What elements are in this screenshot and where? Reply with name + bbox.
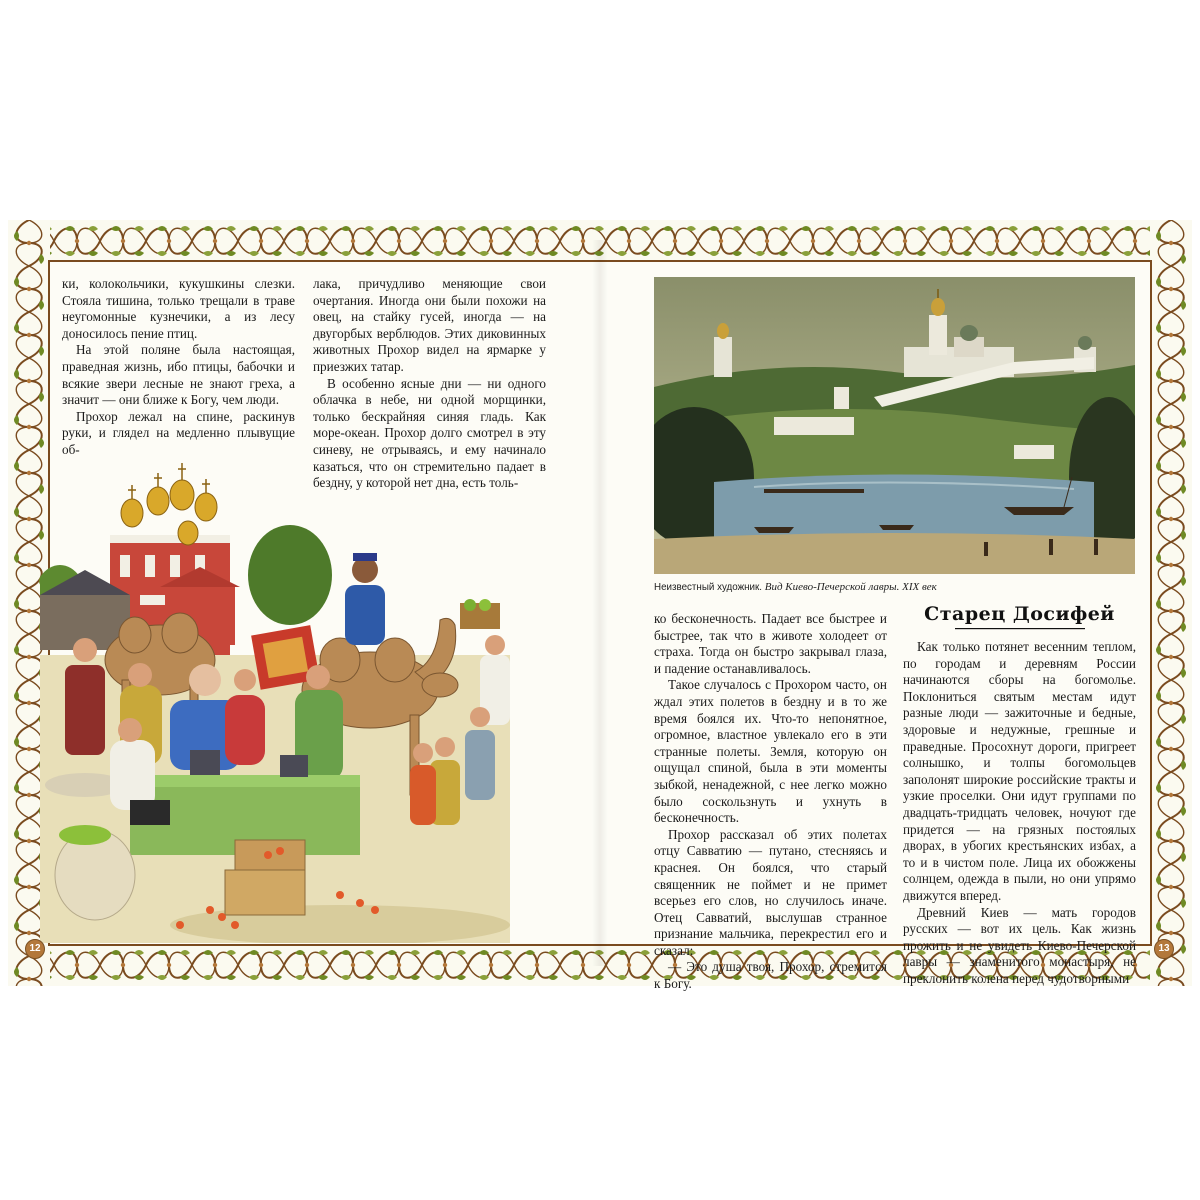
section-heading: Старец Досифей: [924, 603, 1115, 625]
caption-author: Неизвестный художник.: [654, 582, 765, 593]
kiev-lavra-painting: [654, 277, 1135, 574]
paragraph: ко бесконечность. Падает все быстрее и быстрее, так что в животе холодеет от страха. Тогда он быстро закрывал глаза, и падение останавливалось.: [654, 611, 887, 676]
paragraph: На этой поляне была настоящая, праведная жизнь, ибо птицы, бабочки и всякие звери лесные не знают греха, а значит — они ближе к Богу, чем люди.: [62, 342, 295, 408]
paragraph: Прохор лежал на спине, раскинув руки, и глядел на медленно плывущие об-: [62, 408, 295, 457]
right-page-column-2: [903, 639, 1136, 987]
caption-title: Вид Киево-Печерской лавры. XIX век: [764, 581, 937, 593]
paragraph: ки, колокольчики, кукушкины слезки. Стояла тишина, только трещали в траве неугомонные кузнечики, а из лесу доносилось пение птиц.: [62, 276, 295, 341]
paragraph: Как только потянет весенним теплом, по городам и деревням России начинаются сборы на богомолье. Поклониться святым местам идут разные люди — зажиточные и бедные, здоровые и недужные, грешные и праведные. Просохнут дороги, пригреет солнышко, и толпы богомольцев заполонят широкие российские тракты и узкие проселки. Они идут группами по двадцать-тридцать человек, ночуют где придется — на грязных постоялых дворах, в убогих крестьянских избах, а то и в чистом поле. Лица их обожжены солнцем, одежда в пыли, но они упрямо движутся вперед.: [903, 639, 1136, 903]
market-scene-illustration: [40, 455, 510, 943]
paragraph: Такое случалось с Прохором часто, он ждал этих полетов в бездну и в то же время боялся их. Что-то непонятное, огромное, властное увлекало его в эти странные полеты. Земля, которую он ощущал спиной, была в эти моменты зыбкой, ненадежной, с нее легко можно было соскользнуть и ухнуть в бесконечность.: [654, 677, 887, 826]
page-number-right: 13: [1154, 939, 1174, 959]
page-number-left: 12: [25, 939, 45, 959]
paragraph: Древний Киев — мать городов русских — вот их цель. Как жизнь прожить и не увидеть Киево-Печерской лавры — знаменитого монастыря, не преклонить колена перед чудотворными: [903, 904, 1136, 986]
paragraph: Прохор рассказал об этих полетах отцу Савватию — путано, стесняясь и краснея. Он боялся, что старый священник не поймет и не примет всерьез его слов, но случилось иначе. Отец Савватий, выслушав странное признание мальчика, перекрестил его и сказал:: [654, 826, 887, 958]
right-page-column-1: [654, 611, 887, 993]
paragraph: лака, причудливо меняющие свои очертания. Иногда они были похожи на овец, на стайку гусей, иногда — на двугорбых верблюдов. Этих диковинных животных Прохор видел на ярмарке у приезжих татар.: [313, 276, 546, 374]
left-page-column-1: [62, 276, 295, 459]
paragraph: В особенно ясные дни — ни одного облачка в небе, ни одной морщинки, только бескрайняя синяя гладь. Как море-океан. Прохор долго смотрел в эту синеву, не отрываясь, и ему начинало казаться, что он стремительно падает в бездну, у которой нет дна, есть толь-: [313, 375, 546, 491]
paragraph: — Это душа твоя, Прохор, стремится к Богу.: [654, 959, 887, 992]
book-gutter: [592, 240, 608, 966]
ornament-border-right: [1150, 220, 1192, 986]
painting-caption: [654, 581, 1135, 593]
heading-underline: [955, 628, 1085, 631]
